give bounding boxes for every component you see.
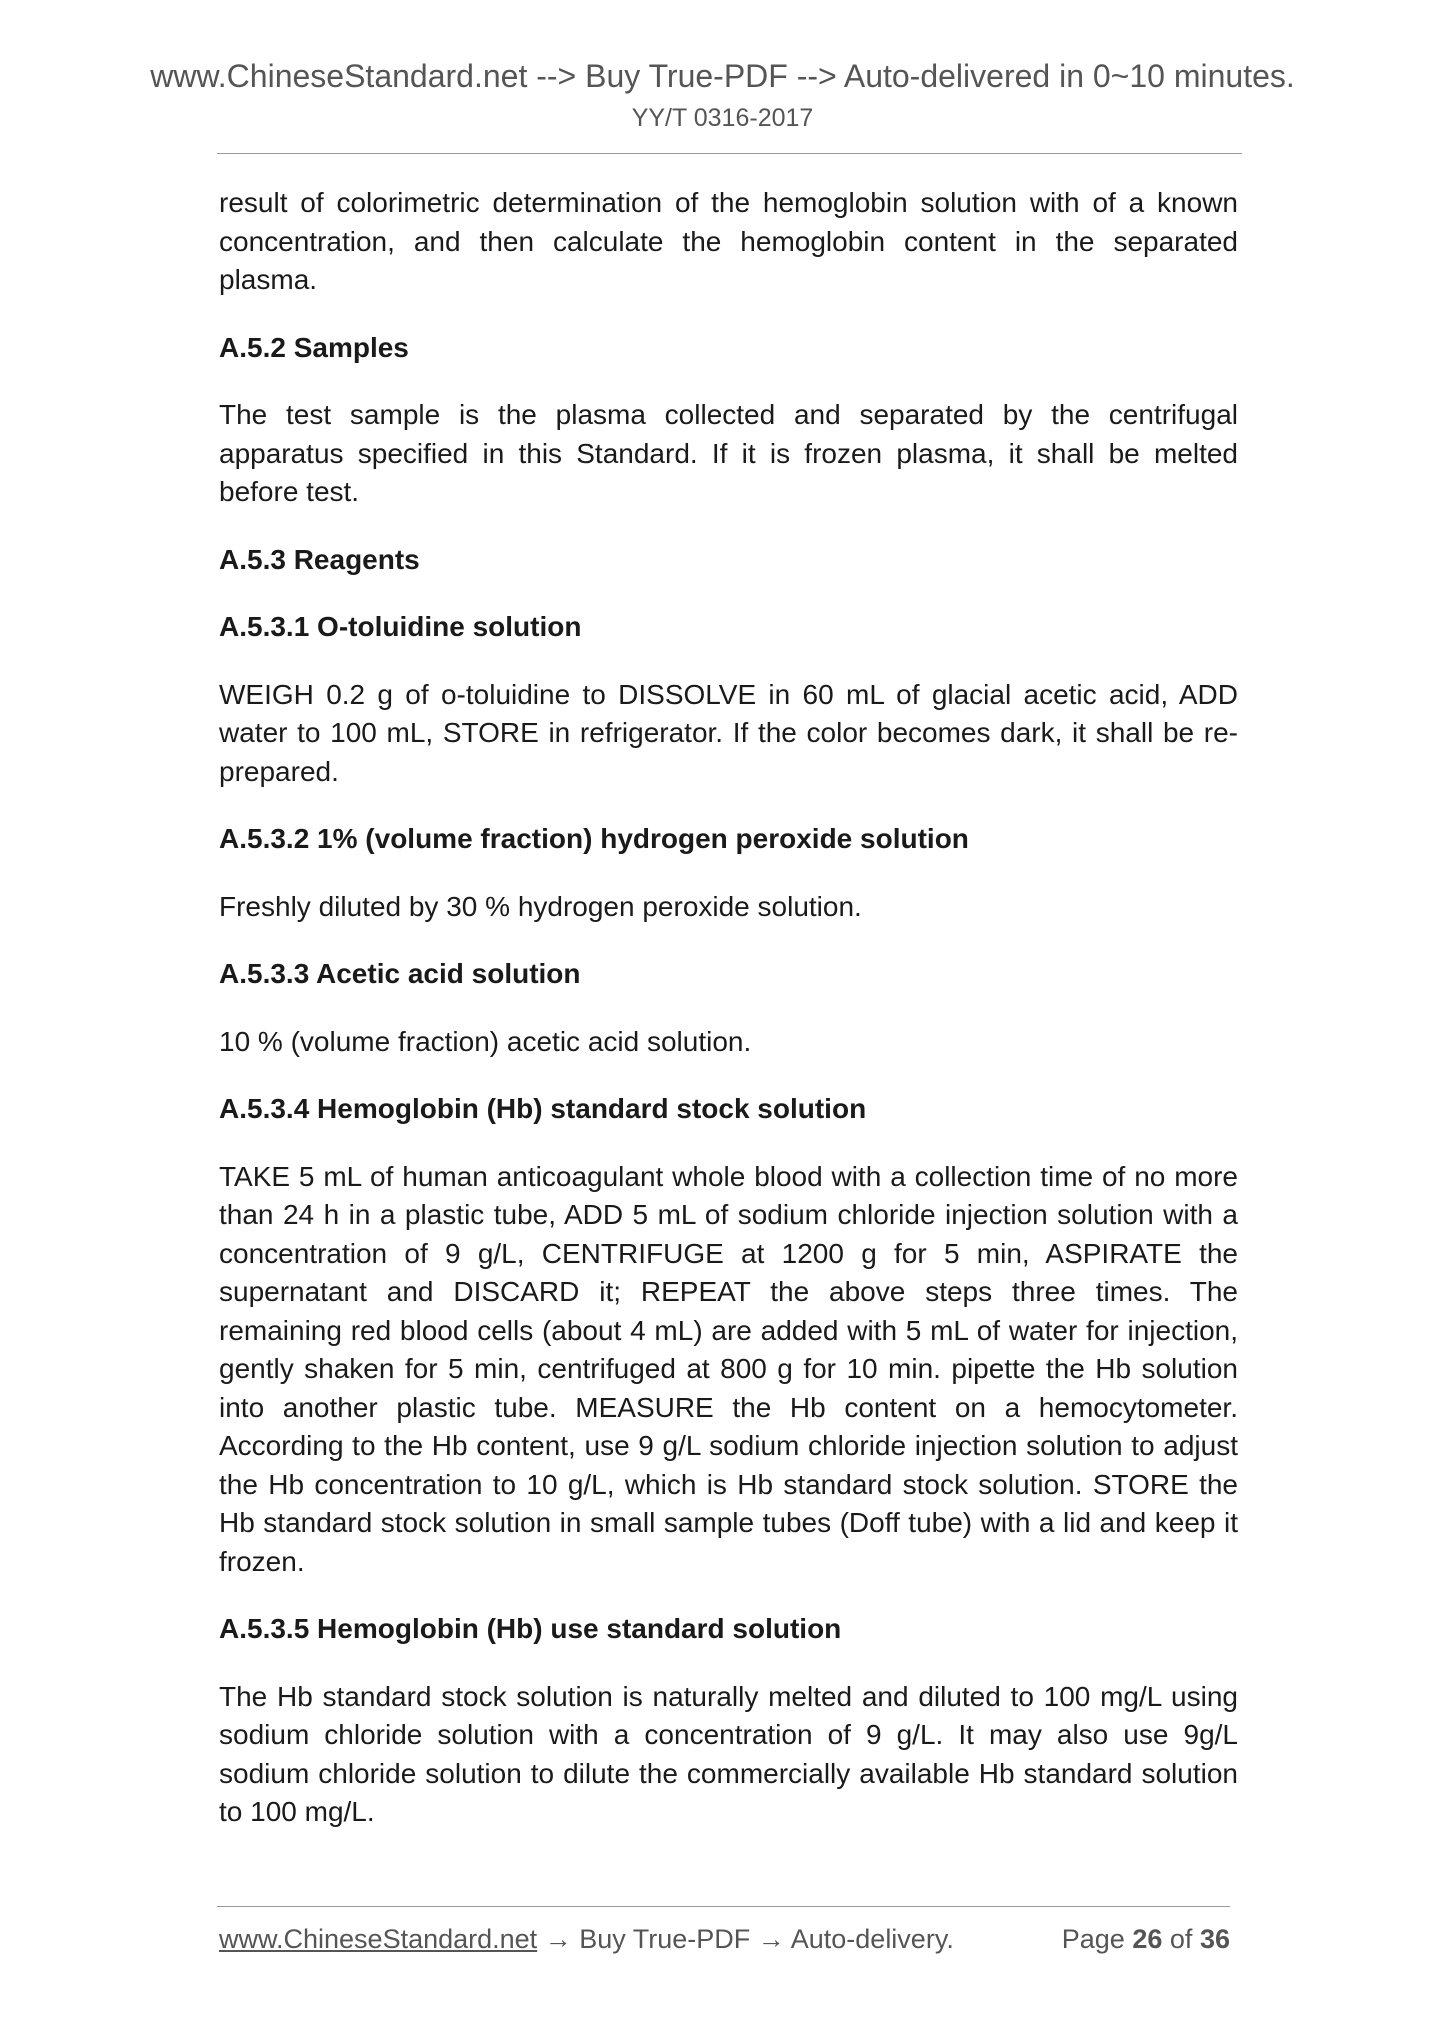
- of-word: of: [1169, 1924, 1193, 1954]
- intro-paragraph: result of colorimetric determination of the hemoglobin solution with of a known concentration, and then calculate the hemoglobin content in the separated plasma.: [219, 187, 1238, 295]
- samples-paragraph: The test sample is the plasma collected and separated by the centrifugal apparatus specified in this Standard. If it is frozen plasma, it shall be melted before test.: [219, 399, 1238, 507]
- section-heading-hb-use: A.5.3.5 Hemoglobin (Hb) use standard solution: [219, 1613, 842, 1644]
- hydrogen-peroxide-paragraph: Freshly diluted by 30 % hydrogen peroxide solution.: [219, 890, 862, 922]
- footer-tagline: → Buy True-PDF → Auto-delivery.: [537, 1924, 954, 1954]
- page-number: [1062, 1924, 1230, 1955]
- hb-use-paragraph: The Hb standard stock solution is naturally melted and diluted to 100 mg/L using sodium chloride solution with a concentration of 9 g/L. It may also use 9g/L sodium chloride solution to dilute the commercially available Hb standard solution to 100 mg/L.: [219, 1680, 1238, 1827]
- section-heading-hydrogen-peroxide: A.5.3.2 1% (volume fraction) hydrogen peroxide solution: [219, 823, 969, 854]
- section-heading-o-toluidine: A.5.3.1 O-toluidine solution: [219, 611, 582, 642]
- footer-website-link[interactable]: www.ChineseStandard.net: [219, 1924, 538, 1954]
- acetic-acid-paragraph: 10 % (volume fraction) acetic acid solution.: [219, 1025, 752, 1057]
- hb-stock-paragraph: TAKE 5 mL of human anticoagulant whole blood with a collection time of no more than 24 h in a plastic tube, ADD 5 mL of sodium chloride injection solution with a concentration of 9 g/L, CENTRIFUGE at 1200 g for 5 min, ASPIRATE the supernatant and DISCARD it; REPEAT the above steps three times. The remaining red blood cells (about 4 mL) are added with 5 mL of water for injection, gently shaken for 5 min, centrifuged at 800 g for 10 min. pipette the Hb solution into another plastic tube. MEASURE the Hb content on a hemocytometer. According to the Hb content, use 9 g/L sodium chloride injection solution to adjust the Hb concentration to 10 g/L, which is Hb standard stock solution. STORE the Hb standard stock solution in small sample tubes (Doff tube) with a lid and keep it frozen.: [219, 1160, 1238, 1577]
- page-word: Page: [1061, 1924, 1125, 1954]
- header-divider: [217, 153, 1242, 154]
- document-code: YY/T 0316-2017: [631, 104, 814, 132]
- o-toluidine-paragraph: WEIGH 0.2 g of o-toluidine to DISSOLVE in 60 mL of glacial acetic acid, ADD water to 100 mL, STORE in refrigerator. If the color becomes dark, it shall be re-prepared.: [219, 678, 1238, 787]
- footer-divider: [217, 1906, 1230, 1907]
- current-page: 26: [1132, 1924, 1163, 1954]
- section-heading-hb-stock: A.5.3.4 Hemoglobin (Hb) standard stock solution: [219, 1093, 867, 1124]
- page-content: [219, 184, 1238, 1861]
- page-footer: [219, 1924, 1230, 1964]
- header-banner: www.ChineseStandard.net --> Buy True-PDF --> Auto-delivered in 0~10 minutes.: [150, 58, 1295, 94]
- section-heading-reagents: A.5.3 Reagents: [219, 543, 420, 575]
- footer-left: [219, 1924, 954, 1955]
- section-heading-acetic-acid: A.5.3.3 Acetic acid solution: [219, 958, 581, 989]
- section-heading-samples: A.5.2 Samples: [219, 331, 409, 363]
- total-pages: 36: [1199, 1924, 1230, 1954]
